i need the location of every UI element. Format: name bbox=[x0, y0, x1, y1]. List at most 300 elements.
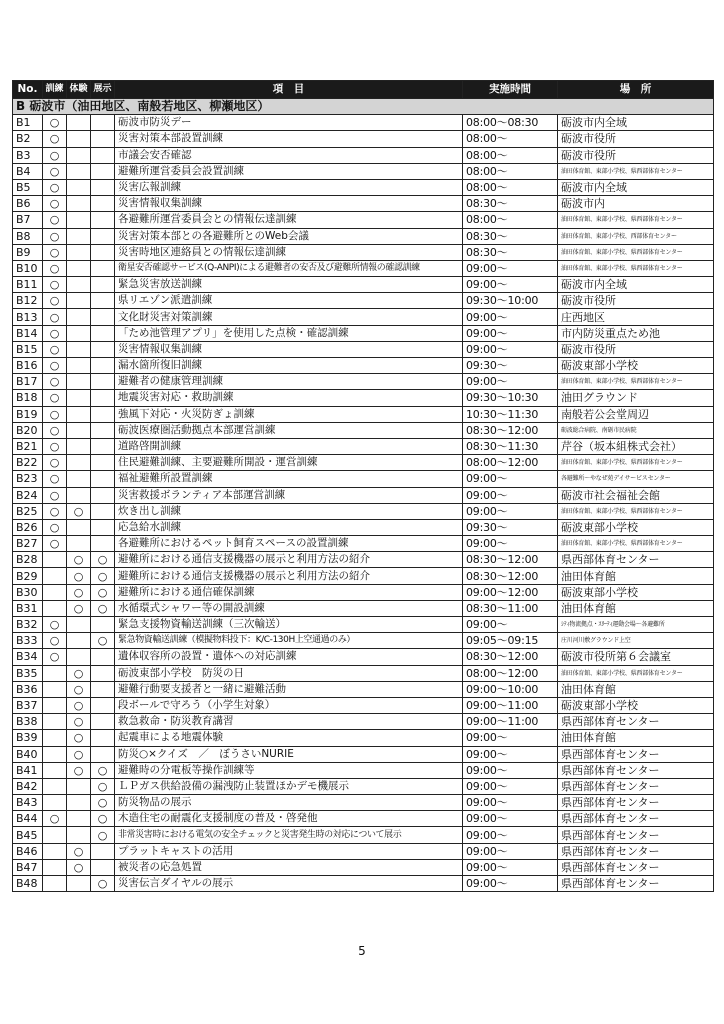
place-name: 南般若公会堂周辺 bbox=[558, 406, 714, 422]
training-mark: ○ bbox=[43, 536, 67, 552]
experience-mark bbox=[67, 358, 91, 374]
table-row bbox=[13, 325, 714, 341]
experience-mark bbox=[67, 179, 91, 195]
row-no: B37 bbox=[13, 697, 43, 713]
experience-mark bbox=[67, 536, 91, 552]
place-name: 庄川河川敷グラウンド上空 bbox=[558, 633, 714, 649]
item-name: 起震車による地震体験 bbox=[115, 730, 463, 746]
experience-mark: ○ bbox=[67, 697, 91, 713]
experience-mark bbox=[67, 422, 91, 438]
time-range: 09:00～ bbox=[463, 811, 558, 827]
experience-mark: ○ bbox=[67, 730, 91, 746]
place-name: 油田体育館 bbox=[558, 568, 714, 584]
time-range: 09:00～ bbox=[463, 260, 558, 276]
item-name: 災害救援ボランティア本部運営訓練 bbox=[115, 487, 463, 503]
training-mark: ○ bbox=[43, 179, 67, 195]
table-row bbox=[13, 859, 714, 875]
experience-mark bbox=[67, 471, 91, 487]
exhibit-mark: ○ bbox=[91, 827, 115, 843]
row-no: B5 bbox=[13, 179, 43, 195]
section-title: B 砺波市（油田地区、南般若地区、柳瀬地区） bbox=[13, 99, 714, 115]
exhibit-mark bbox=[91, 681, 115, 697]
time-range: 08:30～ bbox=[463, 196, 558, 212]
exhibit-mark bbox=[91, 341, 115, 357]
table-row bbox=[13, 584, 714, 600]
experience-mark bbox=[67, 196, 91, 212]
exhibit-mark bbox=[91, 309, 115, 325]
table-row bbox=[13, 600, 714, 616]
item-name: 各避難所におけるペット飼育スペースの設置訓練 bbox=[115, 536, 463, 552]
time-range: 09:00～ bbox=[463, 730, 558, 746]
row-no: B23 bbox=[13, 471, 43, 487]
place-name: 庄西地区 bbox=[558, 309, 714, 325]
place-name: 油田体育館 bbox=[558, 730, 714, 746]
table-row bbox=[13, 471, 714, 487]
table-row bbox=[13, 358, 714, 374]
row-no: B34 bbox=[13, 649, 43, 665]
row-no: B46 bbox=[13, 843, 43, 859]
row-no: B43 bbox=[13, 795, 43, 811]
table-row bbox=[13, 163, 714, 179]
row-no: B42 bbox=[13, 778, 43, 794]
exhibit-mark: ○ bbox=[91, 633, 115, 649]
training-mark: ○ bbox=[43, 519, 67, 535]
time-range: 09:00～ bbox=[463, 795, 558, 811]
exhibit-mark bbox=[91, 163, 115, 179]
item-name: 段ボールで守ろう（小学生対象） bbox=[115, 697, 463, 713]
experience-mark bbox=[67, 163, 91, 179]
experience-mark bbox=[67, 277, 91, 293]
row-no: B4 bbox=[13, 163, 43, 179]
place-name: 県西部体育センター bbox=[558, 811, 714, 827]
training-mark: ○ bbox=[43, 163, 67, 179]
row-no: B16 bbox=[13, 358, 43, 374]
row-no: B27 bbox=[13, 536, 43, 552]
experience-mark: ○ bbox=[67, 843, 91, 859]
time-range: 08:00～ bbox=[463, 212, 558, 228]
row-no: B14 bbox=[13, 325, 43, 341]
time-range: 09:00～ bbox=[463, 827, 558, 843]
table-row bbox=[13, 179, 714, 195]
training-mark: ○ bbox=[43, 455, 67, 471]
row-no: B20 bbox=[13, 422, 43, 438]
experience-mark bbox=[67, 406, 91, 422]
exhibit-mark bbox=[91, 260, 115, 276]
place-name: 県西部体育センター bbox=[558, 795, 714, 811]
experience-mark: ○ bbox=[67, 665, 91, 681]
exhibit-mark bbox=[91, 179, 115, 195]
place-name: 砺波市社会福祉会館 bbox=[558, 487, 714, 503]
table-row bbox=[13, 778, 714, 794]
training-mark: ○ bbox=[43, 277, 67, 293]
place-name: 芹谷（坂本組株式会社） bbox=[558, 438, 714, 454]
table-row bbox=[13, 438, 714, 454]
row-no: B6 bbox=[13, 196, 43, 212]
table-row bbox=[13, 536, 714, 552]
training-mark: ○ bbox=[43, 358, 67, 374]
training-mark: ○ bbox=[43, 325, 67, 341]
item-name: 遺体収容所の設置・遺体への対応訓練 bbox=[115, 649, 463, 665]
row-no: B44 bbox=[13, 811, 43, 827]
item-name: 避難者の健康管理訓練 bbox=[115, 374, 463, 390]
experience-mark bbox=[67, 309, 91, 325]
time-range: 09:00～12:00 bbox=[463, 584, 558, 600]
experience-mark bbox=[67, 519, 91, 535]
exhibit-mark bbox=[91, 277, 115, 293]
experience-mark bbox=[67, 115, 91, 131]
exhibit-mark bbox=[91, 649, 115, 665]
experience-mark bbox=[67, 293, 91, 309]
exhibit-mark bbox=[91, 487, 115, 503]
row-no: B30 bbox=[13, 584, 43, 600]
experience-mark bbox=[67, 228, 91, 244]
exhibit-mark bbox=[91, 536, 115, 552]
table-row bbox=[13, 633, 714, 649]
item-name: 砺波医療圏活動拠点本部運営訓練 bbox=[115, 422, 463, 438]
row-no: B19 bbox=[13, 406, 43, 422]
item-name: 各避難所運営委員会との情報伝達訓練 bbox=[115, 212, 463, 228]
place-name: 県西部体育センター bbox=[558, 714, 714, 730]
training-mark bbox=[43, 665, 67, 681]
item-name: 避難所における通信支援機器の展示と利用方法の紹介 bbox=[115, 552, 463, 568]
table-row bbox=[13, 503, 714, 519]
item-name: 災害広報訓練 bbox=[115, 179, 463, 195]
place-name: ｼﾃｨ物流拠点・ｽﾘｰﾃｨ運動会場～各避難所 bbox=[558, 617, 714, 633]
time-range: 08:30～12:00 bbox=[463, 552, 558, 568]
place-name: 油田体育館、東部小学校、県西部体育センター bbox=[558, 665, 714, 681]
place-name: 砺波市内全域 bbox=[558, 115, 714, 131]
time-range: 09:00～ bbox=[463, 471, 558, 487]
training-mark: ○ bbox=[43, 617, 67, 633]
time-range: 09:00～ bbox=[463, 762, 558, 778]
exhibit-mark bbox=[91, 244, 115, 260]
experience-mark: ○ bbox=[67, 568, 91, 584]
place-name: 市内防災重点ため池 bbox=[558, 325, 714, 341]
section-row bbox=[13, 99, 714, 115]
row-no: B28 bbox=[13, 552, 43, 568]
row-no: B12 bbox=[13, 293, 43, 309]
item-name: 緊急支援物資輸送訓練（三次輸送） bbox=[115, 617, 463, 633]
table-row bbox=[13, 147, 714, 163]
training-mark: ○ bbox=[43, 293, 67, 309]
exhibit-mark bbox=[91, 438, 115, 454]
training-mark: ○ bbox=[43, 212, 67, 228]
exhibit-mark bbox=[91, 406, 115, 422]
row-no: B29 bbox=[13, 568, 43, 584]
item-name: 災害情報収集訓練 bbox=[115, 196, 463, 212]
item-name: 県リエゾン派遣訓練 bbox=[115, 293, 463, 309]
row-no: B35 bbox=[13, 665, 43, 681]
item-name: 木造住宅の耐震化支援制度の普及・啓発他 bbox=[115, 811, 463, 827]
time-range: 09:00～11:00 bbox=[463, 714, 558, 730]
training-mark: ○ bbox=[43, 341, 67, 357]
exhibit-mark bbox=[91, 422, 115, 438]
training-mark: ○ bbox=[43, 649, 67, 665]
place-name: 砺波市役所第６会議室 bbox=[558, 649, 714, 665]
time-range: 08:30～12:00 bbox=[463, 422, 558, 438]
row-no: B24 bbox=[13, 487, 43, 503]
table-row bbox=[13, 196, 714, 212]
exhibit-mark bbox=[91, 730, 115, 746]
experience-mark bbox=[67, 795, 91, 811]
training-mark: ○ bbox=[43, 390, 67, 406]
time-range: 08:30～11:00 bbox=[463, 600, 558, 616]
time-range: 09:00～ bbox=[463, 536, 558, 552]
place-name: 砺波総合病院、南砺市民病院 bbox=[558, 422, 714, 438]
experience-mark bbox=[67, 633, 91, 649]
exhibit-mark bbox=[91, 358, 115, 374]
item-name: 災害時地区連絡員との情報伝達訓練 bbox=[115, 244, 463, 260]
training-mark bbox=[43, 746, 67, 762]
exhibit-mark bbox=[91, 293, 115, 309]
item-name: 災害情報収集訓練 bbox=[115, 341, 463, 357]
training-mark bbox=[43, 600, 67, 616]
table-row bbox=[13, 212, 714, 228]
row-no: B18 bbox=[13, 390, 43, 406]
training-mark: ○ bbox=[43, 487, 67, 503]
time-range: 08:00～ bbox=[463, 131, 558, 147]
training-mark bbox=[43, 778, 67, 794]
row-no: B40 bbox=[13, 746, 43, 762]
place-name: 油田体育館 bbox=[558, 600, 714, 616]
table-row bbox=[13, 876, 714, 892]
header-experience: 体験 bbox=[67, 81, 91, 99]
place-name: 県西部体育センター bbox=[558, 843, 714, 859]
table-row bbox=[13, 244, 714, 260]
table-row bbox=[13, 827, 714, 843]
place-name: 県西部体育センター bbox=[558, 552, 714, 568]
exhibit-mark: ○ bbox=[91, 762, 115, 778]
exhibit-mark: ○ bbox=[91, 584, 115, 600]
experience-mark: ○ bbox=[67, 746, 91, 762]
exhibit-mark: ○ bbox=[91, 795, 115, 811]
training-mark: ○ bbox=[43, 811, 67, 827]
row-no: B36 bbox=[13, 681, 43, 697]
place-name: 砺波東部小学校 bbox=[558, 697, 714, 713]
training-mark: ○ bbox=[43, 115, 67, 131]
place-name: 砺波市役所 bbox=[558, 341, 714, 357]
table-row bbox=[13, 374, 714, 390]
experience-mark bbox=[67, 212, 91, 228]
training-mark: ○ bbox=[43, 131, 67, 147]
training-mark bbox=[43, 697, 67, 713]
table-row bbox=[13, 568, 714, 584]
time-range: 08:30～11:30 bbox=[463, 438, 558, 454]
time-range: 09:00～ bbox=[463, 325, 558, 341]
table-row bbox=[13, 795, 714, 811]
experience-mark bbox=[67, 455, 91, 471]
place-name: 県西部体育センター bbox=[558, 762, 714, 778]
item-name: 炊き出し訓練 bbox=[115, 503, 463, 519]
exhibit-mark: ○ bbox=[91, 876, 115, 892]
exhibit-mark bbox=[91, 115, 115, 131]
table-row bbox=[13, 487, 714, 503]
time-range: 08:30～12:00 bbox=[463, 649, 558, 665]
training-mark: ○ bbox=[43, 196, 67, 212]
time-range: 09:30～ bbox=[463, 358, 558, 374]
place-name: 各避難所～やなぜ苑デイサービスセンター bbox=[558, 471, 714, 487]
training-mark bbox=[43, 552, 67, 568]
exhibit-mark bbox=[91, 374, 115, 390]
item-name: 避難所における通信支援機器の展示と利用方法の紹介 bbox=[115, 568, 463, 584]
experience-mark bbox=[67, 811, 91, 827]
table-row bbox=[13, 406, 714, 422]
experience-mark: ○ bbox=[67, 552, 91, 568]
item-name: 避難行動要支援者と一緒に避難活動 bbox=[115, 681, 463, 697]
experience-mark: ○ bbox=[67, 859, 91, 875]
row-no: B41 bbox=[13, 762, 43, 778]
place-name: 油田体育館、東部小学校、県西部体育センター bbox=[558, 212, 714, 228]
training-mark: ○ bbox=[43, 228, 67, 244]
place-name: 県西部体育センター bbox=[558, 859, 714, 875]
experience-mark bbox=[67, 649, 91, 665]
item-name: ＬＰガス供給設備の漏洩防止装置ほかデモ機展示 bbox=[115, 778, 463, 794]
item-name: 市議会安否確認 bbox=[115, 147, 463, 163]
item-name: 住民避難訓練、主要避難所開設・運営訓練 bbox=[115, 455, 463, 471]
exhibit-mark bbox=[91, 617, 115, 633]
item-name: 非常災害時における電気の安全チェックと災害発生時の対応について展示 bbox=[115, 827, 463, 843]
table-row bbox=[13, 519, 714, 535]
training-mark bbox=[43, 859, 67, 875]
item-name: 道路啓開訓練 bbox=[115, 438, 463, 454]
row-no: B31 bbox=[13, 600, 43, 616]
training-mark bbox=[43, 843, 67, 859]
time-range: 09:30～ bbox=[463, 519, 558, 535]
place-name: 砺波市役所 bbox=[558, 293, 714, 309]
training-mark: ○ bbox=[43, 147, 67, 163]
exhibit-mark bbox=[91, 519, 115, 535]
time-range: 09:00～ bbox=[463, 277, 558, 293]
time-range: 08:30～ bbox=[463, 228, 558, 244]
table-row bbox=[13, 811, 714, 827]
time-range: 09:00～ bbox=[463, 876, 558, 892]
table-row bbox=[13, 730, 714, 746]
item-name: 文化財災害対策訓練 bbox=[115, 309, 463, 325]
time-range: 09:00～ bbox=[463, 341, 558, 357]
experience-mark bbox=[67, 147, 91, 163]
exhibit-mark bbox=[91, 746, 115, 762]
exhibit-mark bbox=[91, 147, 115, 163]
row-no: B9 bbox=[13, 244, 43, 260]
exhibit-mark bbox=[91, 665, 115, 681]
table-row bbox=[13, 455, 714, 471]
table-row bbox=[13, 293, 714, 309]
training-mark: ○ bbox=[43, 422, 67, 438]
exhibit-mark bbox=[91, 455, 115, 471]
experience-mark bbox=[67, 374, 91, 390]
row-no: B21 bbox=[13, 438, 43, 454]
exhibit-mark bbox=[91, 325, 115, 341]
training-mark: ○ bbox=[43, 374, 67, 390]
place-name: 油田体育館、東部小学校、県西部体育センター bbox=[558, 260, 714, 276]
table-row bbox=[13, 228, 714, 244]
place-name: 県西部体育センター bbox=[558, 746, 714, 762]
place-name: 油田体育館、東部小学校、県西部体育センター bbox=[558, 244, 714, 260]
time-range: 09:00～ bbox=[463, 503, 558, 519]
time-range: 08:00～ bbox=[463, 147, 558, 163]
time-range: 09:00～ bbox=[463, 843, 558, 859]
row-no: B7 bbox=[13, 212, 43, 228]
item-name: 衛星安否確認サービス(Q-ANPI)による避難者の安否及び避難所情報の確認訓練 bbox=[115, 260, 463, 276]
experience-mark bbox=[67, 244, 91, 260]
experience-mark bbox=[67, 341, 91, 357]
item-name: 緊急災害放送訓練 bbox=[115, 277, 463, 293]
training-mark bbox=[43, 827, 67, 843]
row-no: B13 bbox=[13, 309, 43, 325]
place-name: 砺波市内 bbox=[558, 196, 714, 212]
time-range: 08:00～08:30 bbox=[463, 115, 558, 131]
place-name: 油田体育館、東部小学校、県西部体育センター bbox=[558, 163, 714, 179]
time-range: 09:00～10:00 bbox=[463, 681, 558, 697]
training-mark: ○ bbox=[43, 503, 67, 519]
header-place: 場 所 bbox=[558, 81, 714, 99]
place-name: 油田体育館、東部小学校、西部体育センター bbox=[558, 228, 714, 244]
event-schedule-table bbox=[12, 80, 714, 892]
exhibit-mark bbox=[91, 859, 115, 875]
table-row bbox=[13, 649, 714, 665]
time-range: 09:30～10:00 bbox=[463, 293, 558, 309]
time-range: 09:30～10:30 bbox=[463, 390, 558, 406]
item-name: 避難時の分電板等操作訓練等 bbox=[115, 762, 463, 778]
exhibit-mark bbox=[91, 503, 115, 519]
exhibit-mark bbox=[91, 196, 115, 212]
exhibit-mark: ○ bbox=[91, 778, 115, 794]
item-name: 災害伝言ダイヤルの展示 bbox=[115, 876, 463, 892]
training-mark: ○ bbox=[43, 309, 67, 325]
place-name: 県西部体育センター bbox=[558, 827, 714, 843]
experience-mark bbox=[67, 325, 91, 341]
row-no: B22 bbox=[13, 455, 43, 471]
time-range: 09:00～ bbox=[463, 309, 558, 325]
exhibit-mark bbox=[91, 390, 115, 406]
exhibit-mark: ○ bbox=[91, 600, 115, 616]
place-name: 油田体育館 bbox=[558, 681, 714, 697]
place-name: 県西部体育センター bbox=[558, 876, 714, 892]
place-name: 砺波市内全域 bbox=[558, 277, 714, 293]
place-name: 砺波市役所 bbox=[558, 147, 714, 163]
time-range: 09:00～ bbox=[463, 374, 558, 390]
item-name: 緊急物資輸送訓練（模擬物料投下：K/C-130H上空通過のみ） bbox=[115, 633, 463, 649]
training-mark: ○ bbox=[43, 260, 67, 276]
training-mark: ○ bbox=[43, 471, 67, 487]
experience-mark bbox=[67, 827, 91, 843]
table-row bbox=[13, 665, 714, 681]
table-row bbox=[13, 762, 714, 778]
experience-mark bbox=[67, 260, 91, 276]
training-mark: ○ bbox=[43, 438, 67, 454]
table-row bbox=[13, 697, 714, 713]
header-no: No. bbox=[13, 81, 43, 99]
place-name: 油田体育館、東部小学校、県西部体育センター bbox=[558, 374, 714, 390]
row-no: B8 bbox=[13, 228, 43, 244]
time-range: 09:00～ bbox=[463, 746, 558, 762]
experience-mark: ○ bbox=[67, 714, 91, 730]
item-name: 「ため池管理アプリ」を使用した点検・確認訓練 bbox=[115, 325, 463, 341]
experience-mark bbox=[67, 876, 91, 892]
table-row bbox=[13, 617, 714, 633]
place-name: 砺波東部小学校 bbox=[558, 584, 714, 600]
item-name: 水循環式シャワー等の開設訓練 bbox=[115, 600, 463, 616]
row-no: B32 bbox=[13, 617, 43, 633]
item-name: 避難所における通信確保訓練 bbox=[115, 584, 463, 600]
exhibit-mark bbox=[91, 471, 115, 487]
item-name: 救急救命・防災教育講習 bbox=[115, 714, 463, 730]
table-row bbox=[13, 341, 714, 357]
item-name: 被災者の応急処置 bbox=[115, 859, 463, 875]
training-mark: ○ bbox=[43, 633, 67, 649]
training-mark bbox=[43, 730, 67, 746]
training-mark bbox=[43, 876, 67, 892]
